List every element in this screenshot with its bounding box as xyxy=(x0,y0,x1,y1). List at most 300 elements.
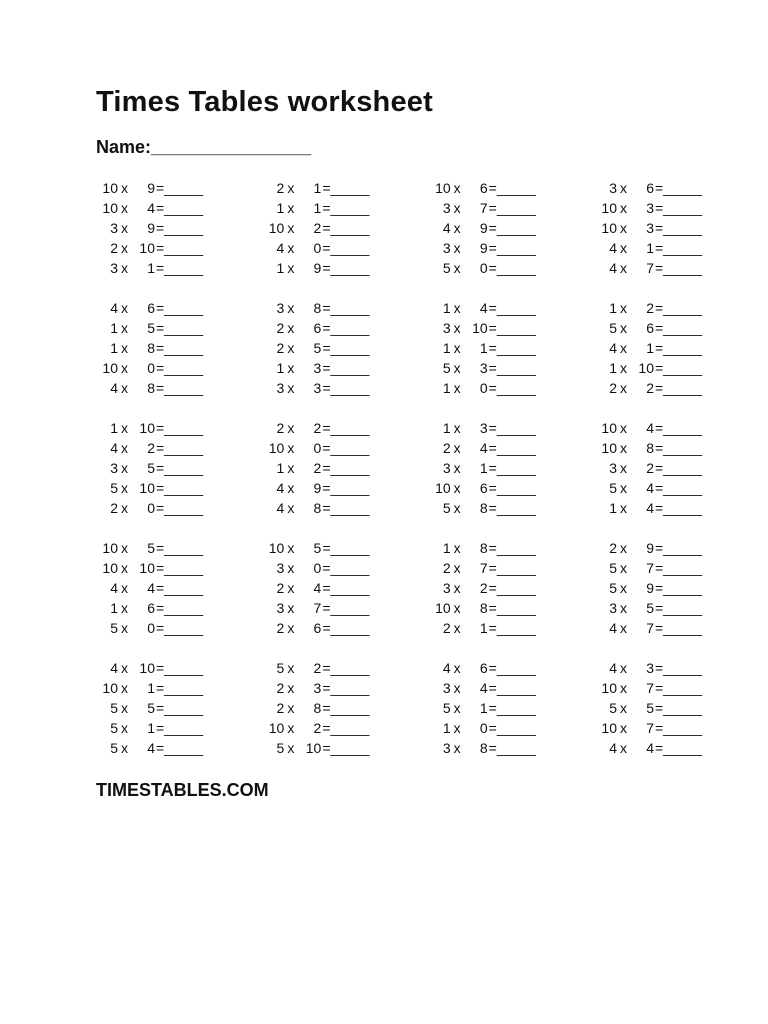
multiplier: 8 xyxy=(147,340,155,356)
answer-blank[interactable]: =_____ xyxy=(156,460,204,476)
multiplier: 1 xyxy=(313,180,322,196)
multiplier: 6 xyxy=(646,180,654,196)
answer-blank[interactable]: =_____ xyxy=(488,680,536,696)
multiplier: 6 xyxy=(479,180,488,196)
answer-blank[interactable]: =_____ xyxy=(654,540,703,556)
problem-line xyxy=(96,318,213,338)
answer-blank[interactable]: =_____ xyxy=(488,700,536,716)
answer-blank[interactable]: =_____ xyxy=(488,420,536,436)
multiplier: 3 xyxy=(646,200,654,216)
multiplier: 6 xyxy=(147,300,155,316)
answer-blank[interactable]: =_____ xyxy=(322,220,370,236)
times-symbol: x xyxy=(619,440,627,456)
problem-column xyxy=(595,538,712,638)
footer-brand: TIMESTABLES.COM xyxy=(96,780,269,800)
problem-line xyxy=(96,718,213,738)
multiplicand: 1 xyxy=(442,300,451,316)
multiplier: 10 xyxy=(472,320,488,336)
answer-blank[interactable]: =_____ xyxy=(156,300,204,316)
problem-line xyxy=(595,178,712,198)
multiplier: 10 xyxy=(139,560,155,576)
multiplicand: 10 xyxy=(102,680,118,696)
multiplicand: 4 xyxy=(609,620,617,636)
answer-blank[interactable]: =_____ xyxy=(322,420,370,436)
problem-line xyxy=(262,718,379,738)
multiplicand: 3 xyxy=(442,680,451,696)
answer-blank[interactable]: =_____ xyxy=(654,240,703,256)
multiplicand: 1 xyxy=(442,420,451,436)
multiplier: 4 xyxy=(646,480,654,496)
times-symbol: x xyxy=(453,540,461,556)
multiplier: 1 xyxy=(313,200,322,216)
answer-blank[interactable]: =_____ xyxy=(322,260,370,276)
answer-blank[interactable]: =_____ xyxy=(322,240,370,256)
multiplier: 10 xyxy=(139,480,155,496)
multiplicand: 4 xyxy=(609,660,617,676)
problem-column xyxy=(262,418,379,518)
problem-line xyxy=(429,578,546,598)
answer-blank[interactable]: =_____ xyxy=(156,340,204,356)
answer-blank[interactable]: =_____ xyxy=(488,320,536,336)
times-symbol: x xyxy=(619,360,627,376)
multiplier: 5 xyxy=(147,700,155,716)
answer-blank[interactable]: =_____ xyxy=(322,500,370,516)
multiplicand: 5 xyxy=(609,580,617,596)
answer-blank[interactable]: =_____ xyxy=(488,300,536,316)
multiplicand: 5 xyxy=(442,500,451,516)
multiplier: 5 xyxy=(147,320,155,336)
answer-blank[interactable]: =_____ xyxy=(654,420,703,436)
answer-blank[interactable]: =_____ xyxy=(156,740,204,756)
answer-blank[interactable]: =_____ xyxy=(322,620,370,636)
multiplicand: 2 xyxy=(276,620,285,636)
times-symbol: x xyxy=(287,600,295,616)
problem-line xyxy=(429,418,546,438)
times-symbol: x xyxy=(287,740,295,756)
page-title: Times Tables worksheet xyxy=(96,86,433,118)
problem-line xyxy=(96,538,213,558)
answer-blank[interactable]: =_____ xyxy=(322,560,370,576)
times-symbol: x xyxy=(287,200,295,216)
problem-line xyxy=(262,498,379,518)
answer-blank[interactable]: =_____ xyxy=(156,600,204,616)
answer-blank[interactable]: =_____ xyxy=(322,300,370,316)
answer-blank[interactable]: =_____ xyxy=(488,620,536,636)
times-symbol: x xyxy=(287,720,295,736)
problem-block xyxy=(96,178,712,278)
multiplicand: 10 xyxy=(435,600,451,616)
answer-blank[interactable]: =_____ xyxy=(156,620,204,636)
answer-blank[interactable]: =_____ xyxy=(654,620,703,636)
problem-line xyxy=(595,718,712,738)
answer-blank[interactable]: =_____ xyxy=(654,660,703,676)
answer-blank[interactable]: =_____ xyxy=(156,540,204,556)
multiplier: 7 xyxy=(646,260,654,276)
times-symbol: x xyxy=(287,620,295,636)
problem-line xyxy=(96,458,213,478)
multiplicand: 2 xyxy=(276,580,285,596)
answer-blank[interactable]: =_____ xyxy=(488,200,536,216)
multiplicand: 2 xyxy=(609,380,617,396)
problem-line xyxy=(96,298,213,318)
times-symbol: x xyxy=(453,200,461,216)
answer-blank[interactable]: =_____ xyxy=(156,260,204,276)
multiplicand: 5 xyxy=(276,660,285,676)
times-symbol: x xyxy=(619,340,627,356)
multiplicand: 10 xyxy=(268,720,285,736)
answer-blank[interactable]: =_____ xyxy=(488,380,536,396)
answer-blank[interactable]: =_____ xyxy=(488,240,536,256)
answer-blank[interactable]: =_____ xyxy=(654,720,703,736)
answer-blank[interactable]: =_____ xyxy=(322,200,370,216)
multiplier: 9 xyxy=(646,580,654,596)
answer-blank[interactable]: =_____ xyxy=(654,560,703,576)
times-symbol: x xyxy=(453,340,461,356)
problem-line xyxy=(429,558,546,578)
problem-grid xyxy=(96,178,712,778)
answer-blank[interactable]: =_____ xyxy=(488,220,536,236)
answer-blank[interactable]: =_____ xyxy=(488,540,536,556)
answer-blank[interactable]: =_____ xyxy=(488,740,536,756)
answer-blank[interactable]: =_____ xyxy=(156,480,204,496)
multiplicand: 3 xyxy=(442,460,451,476)
multiplier: 8 xyxy=(313,300,322,316)
problem-column xyxy=(96,298,213,398)
multiplier: 1 xyxy=(646,340,654,356)
times-symbol: x xyxy=(453,420,461,436)
answer-blank[interactable]: =_____ xyxy=(654,360,703,376)
problem-line xyxy=(96,658,213,678)
problem-block xyxy=(96,658,712,758)
multiplier: 2 xyxy=(313,220,322,236)
times-symbol: x xyxy=(287,500,295,516)
times-symbol: x xyxy=(453,620,461,636)
answer-blank[interactable]: =_____ xyxy=(654,460,703,476)
answer-blank[interactable]: =_____ xyxy=(322,340,370,356)
problem-line xyxy=(96,418,213,438)
problem-line xyxy=(262,438,379,458)
problem-column xyxy=(595,178,712,278)
multiplier: 6 xyxy=(479,480,488,496)
multiplier: 9 xyxy=(147,180,155,196)
answer-blank[interactable]: =_____ xyxy=(156,200,204,216)
multiplier: 4 xyxy=(479,440,488,456)
name-field-label: Name:________________ xyxy=(96,137,312,157)
answer-blank[interactable]: =_____ xyxy=(488,500,536,516)
multiplicand: 10 xyxy=(102,540,118,556)
times-symbol: x xyxy=(121,720,128,736)
answer-blank[interactable]: =_____ xyxy=(488,440,536,456)
times-symbol: x xyxy=(619,720,627,736)
times-symbol: x xyxy=(121,320,128,336)
answer-blank[interactable]: =_____ xyxy=(488,660,536,676)
multiplicand: 2 xyxy=(276,340,285,356)
multiplier: 8 xyxy=(147,380,155,396)
answer-blank[interactable]: =_____ xyxy=(322,360,370,376)
problem-line xyxy=(429,738,546,758)
answer-blank[interactable]: =_____ xyxy=(322,540,370,556)
times-symbol: x xyxy=(287,480,295,496)
answer-blank[interactable]: =_____ xyxy=(488,720,536,736)
times-symbol: x xyxy=(287,580,295,596)
multiplier: 6 xyxy=(313,320,322,336)
problem-line xyxy=(262,218,379,238)
problem-line xyxy=(96,678,213,698)
problem-line xyxy=(429,498,546,518)
answer-blank[interactable]: =_____ xyxy=(488,340,536,356)
multiplicand: 2 xyxy=(442,620,451,636)
problem-line xyxy=(595,618,712,638)
answer-blank[interactable]: =_____ xyxy=(156,180,204,196)
multiplicand: 4 xyxy=(110,580,118,596)
problem-line xyxy=(429,618,546,638)
multiplicand: 5 xyxy=(442,700,451,716)
times-symbol: x xyxy=(121,440,128,456)
multiplicand: 1 xyxy=(110,320,118,336)
answer-blank[interactable]: =_____ xyxy=(156,380,204,396)
multiplier: 7 xyxy=(646,620,654,636)
times-symbol: x xyxy=(619,740,627,756)
problem-line xyxy=(595,558,712,578)
times-symbol: x xyxy=(453,300,461,316)
answer-blank[interactable]: =_____ xyxy=(654,740,703,756)
times-symbol: x xyxy=(287,220,295,236)
multiplier: 1 xyxy=(147,720,155,736)
multiplier: 7 xyxy=(479,560,488,576)
problem-line xyxy=(262,678,379,698)
problem-line xyxy=(429,458,546,478)
answer-blank[interactable]: =_____ xyxy=(156,500,204,516)
multiplier: 2 xyxy=(646,300,654,316)
multiplier: 7 xyxy=(646,680,654,696)
problem-line xyxy=(262,238,379,258)
multiplicand: 1 xyxy=(609,500,617,516)
multiplicand: 10 xyxy=(102,200,118,216)
multiplier: 0 xyxy=(479,720,488,736)
answer-blank[interactable]: =_____ xyxy=(322,380,370,396)
problem-line xyxy=(595,458,712,478)
times-symbol: x xyxy=(121,420,128,436)
multiplicand: 3 xyxy=(110,220,118,236)
answer-blank[interactable]: =_____ xyxy=(156,320,204,336)
multiplier: 0 xyxy=(479,380,488,396)
problem-line xyxy=(429,238,546,258)
answer-blank[interactable]: =_____ xyxy=(488,560,536,576)
answer-blank[interactable]: =_____ xyxy=(654,220,703,236)
answer-blank[interactable]: =_____ xyxy=(654,700,703,716)
multiplier: 3 xyxy=(313,380,322,396)
answer-blank[interactable]: =_____ xyxy=(156,220,204,236)
problem-line xyxy=(595,378,712,398)
multiplicand: 5 xyxy=(110,740,118,756)
answer-blank[interactable]: =_____ xyxy=(654,380,703,396)
answer-blank[interactable]: =_____ xyxy=(322,600,370,616)
answer-blank[interactable]: =_____ xyxy=(322,580,370,596)
answer-blank[interactable]: =_____ xyxy=(654,580,703,596)
multiplicand: 10 xyxy=(435,480,451,496)
answer-blank[interactable]: =_____ xyxy=(322,180,370,196)
multiplicand: 5 xyxy=(442,360,451,376)
multiplier: 4 xyxy=(147,580,155,596)
problem-line xyxy=(595,478,712,498)
multiplier: 1 xyxy=(479,700,488,716)
answer-blank[interactable]: =_____ xyxy=(654,340,703,356)
answer-blank[interactable]: =_____ xyxy=(488,180,536,196)
multiplicand: 1 xyxy=(442,380,451,396)
multiplier: 2 xyxy=(313,720,322,736)
answer-blank[interactable]: =_____ xyxy=(654,200,703,216)
times-symbol: x xyxy=(121,480,128,496)
problem-line xyxy=(595,598,712,618)
problem-line xyxy=(96,218,213,238)
times-symbol: x xyxy=(453,320,461,336)
multiplicand: 3 xyxy=(442,200,451,216)
answer-blank[interactable]: =_____ xyxy=(322,680,370,696)
times-symbol: x xyxy=(287,660,295,676)
answer-blank[interactable]: =_____ xyxy=(488,580,536,596)
multiplicand: 2 xyxy=(276,180,285,196)
multiplier: 6 xyxy=(313,620,322,636)
answer-blank[interactable]: =_____ xyxy=(654,180,703,196)
answer-blank[interactable]: =_____ xyxy=(488,360,536,376)
times-symbol: x xyxy=(453,440,461,456)
answer-blank[interactable]: =_____ xyxy=(488,260,536,276)
answer-blank[interactable]: =_____ xyxy=(322,720,370,736)
multiplier: 10 xyxy=(139,660,155,676)
problem-column xyxy=(595,418,712,518)
multiplicand: 4 xyxy=(110,300,118,316)
problem-line xyxy=(262,578,379,598)
times-symbol: x xyxy=(619,580,627,596)
problem-column xyxy=(262,178,379,278)
multiplicand: 5 xyxy=(609,320,617,336)
multiplicand: 2 xyxy=(276,320,285,336)
answer-blank[interactable]: =_____ xyxy=(654,480,703,496)
answer-blank[interactable]: =_____ xyxy=(156,720,204,736)
answer-blank[interactable]: =_____ xyxy=(156,560,204,576)
multiplier: 8 xyxy=(479,740,488,756)
times-symbol: x xyxy=(121,300,128,316)
multiplicand: 1 xyxy=(110,600,118,616)
problem-line xyxy=(96,698,213,718)
problem-line xyxy=(262,298,379,318)
problem-column xyxy=(429,178,546,278)
answer-blank[interactable]: =_____ xyxy=(654,680,703,696)
times-symbol: x xyxy=(619,420,627,436)
multiplier: 2 xyxy=(147,440,155,456)
multiplicand: 4 xyxy=(442,220,451,236)
multiplier: 4 xyxy=(147,740,155,756)
problem-line xyxy=(429,678,546,698)
multiplier: 7 xyxy=(646,720,654,736)
multiplicand: 5 xyxy=(110,480,118,496)
problem-line xyxy=(262,738,379,758)
answer-blank[interactable]: =_____ xyxy=(654,300,703,316)
problem-line xyxy=(262,458,379,478)
answer-blank[interactable]: =_____ xyxy=(156,240,204,256)
answer-blank[interactable]: =_____ xyxy=(156,420,204,436)
problem-line xyxy=(262,318,379,338)
answer-blank[interactable]: =_____ xyxy=(156,660,204,676)
multiplier: 6 xyxy=(147,600,155,616)
times-symbol: x xyxy=(287,240,295,256)
answer-blank[interactable]: =_____ xyxy=(156,360,204,376)
multiplicand: 10 xyxy=(102,180,118,196)
multiplicand: 3 xyxy=(442,580,451,596)
answer-blank[interactable]: =_____ xyxy=(322,440,370,456)
problem-line xyxy=(595,678,712,698)
answer-blank[interactable]: =_____ xyxy=(654,600,703,616)
multiplicand: 10 xyxy=(601,680,617,696)
problem-line xyxy=(262,358,379,378)
multiplier: 2 xyxy=(646,380,654,396)
multiplicand: 1 xyxy=(110,340,118,356)
multiplier: 6 xyxy=(479,660,488,676)
answer-blank[interactable]: =_____ xyxy=(488,600,536,616)
multiplier: 1 xyxy=(147,680,155,696)
multiplier: 0 xyxy=(313,240,322,256)
multiplier: 10 xyxy=(139,240,155,256)
problem-column xyxy=(429,658,546,758)
multiplicand: 3 xyxy=(442,240,451,256)
problem-block xyxy=(96,538,712,638)
multiplicand: 10 xyxy=(601,720,617,736)
multiplier: 6 xyxy=(646,320,654,336)
problem-line xyxy=(96,598,213,618)
problem-line xyxy=(429,198,546,218)
multiplicand: 1 xyxy=(276,360,285,376)
multiplicand: 4 xyxy=(276,240,285,256)
times-symbol: x xyxy=(619,620,627,636)
answer-blank[interactable]: =_____ xyxy=(322,460,370,476)
times-symbol: x xyxy=(287,360,295,376)
times-symbol: x xyxy=(619,680,627,696)
answer-blank[interactable]: =_____ xyxy=(322,700,370,716)
multiplicand: 1 xyxy=(276,460,285,476)
multiplier: 8 xyxy=(313,700,322,716)
problem-line xyxy=(262,618,379,638)
problem-line xyxy=(262,698,379,718)
answer-blank[interactable]: =_____ xyxy=(654,260,703,276)
answer-blank[interactable]: =_____ xyxy=(488,480,536,496)
answer-blank[interactable]: =_____ xyxy=(322,740,370,756)
answer-blank[interactable]: =_____ xyxy=(654,440,703,456)
answer-blank[interactable]: =_____ xyxy=(322,320,370,336)
answer-blank[interactable]: =_____ xyxy=(654,320,703,336)
answer-blank[interactable]: =_____ xyxy=(156,680,204,696)
multiplicand: 3 xyxy=(276,560,285,576)
multiplier: 5 xyxy=(646,600,654,616)
answer-blank[interactable]: =_____ xyxy=(322,660,370,676)
answer-blank[interactable]: =_____ xyxy=(654,500,703,516)
multiplier: 5 xyxy=(313,340,322,356)
multiplicand: 3 xyxy=(609,600,617,616)
answer-blank[interactable]: =_____ xyxy=(156,700,204,716)
problem-line xyxy=(595,698,712,718)
times-symbol: x xyxy=(287,420,295,436)
times-symbol: x xyxy=(287,380,295,396)
answer-blank[interactable]: =_____ xyxy=(156,440,204,456)
times-symbol: x xyxy=(619,660,627,676)
problem-line xyxy=(262,258,379,278)
multiplier: 5 xyxy=(313,540,322,556)
answer-blank[interactable]: =_____ xyxy=(156,580,204,596)
times-symbol: x xyxy=(121,660,128,676)
answer-blank[interactable]: =_____ xyxy=(322,480,370,496)
times-symbol: x xyxy=(121,540,128,556)
answer-blank[interactable]: =_____ xyxy=(488,460,536,476)
multiplicand: 1 xyxy=(609,300,617,316)
